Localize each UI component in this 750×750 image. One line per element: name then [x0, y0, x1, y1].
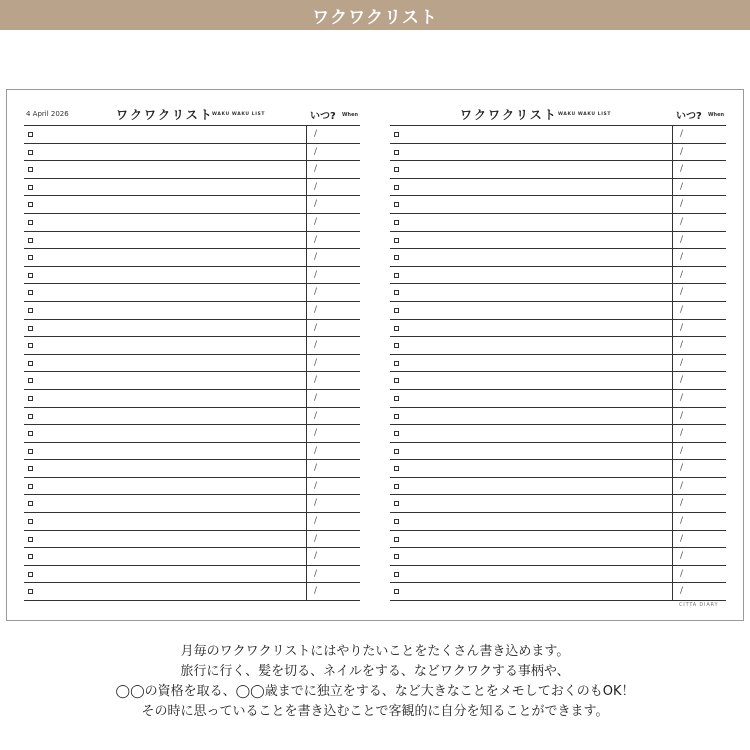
description-line: ◯◯の資格を取る、◯◯歳までに独立をする、など大きなことをメモしておくのもOK！: [115, 684, 635, 699]
description: [0, 642, 750, 722]
checkbox-icon[interactable]: [28, 361, 33, 366]
list-row: [24, 408, 360, 426]
date-slash: /: [314, 551, 318, 562]
column-divider: [306, 267, 307, 284]
column-divider: [306, 214, 307, 231]
date-slash: /: [314, 410, 318, 421]
checkbox-icon[interactable]: [28, 431, 33, 436]
column-divider: [672, 355, 673, 372]
list-row: [24, 583, 360, 601]
list-row: [390, 267, 726, 285]
date-slash: /: [680, 392, 684, 403]
description-line: 旅行に行く、髪を切る、ネイルをする、などワクワクする事柄や、: [180, 664, 570, 679]
date-slash: /: [314, 164, 318, 175]
list-subtitle: WAKU WAKU LIST: [558, 112, 611, 117]
list-row: [390, 179, 726, 197]
date-slash: /: [680, 410, 684, 421]
list-row: [390, 302, 726, 320]
column-divider: [672, 583, 673, 600]
checkbox-icon[interactable]: [28, 308, 33, 313]
checkbox-icon[interactable]: [28, 132, 33, 137]
date-slash: /: [314, 340, 318, 351]
date-slash: /: [680, 146, 684, 157]
list-row: [390, 249, 726, 267]
checkbox-icon[interactable]: [394, 519, 399, 524]
checkbox-icon[interactable]: [28, 150, 33, 155]
checkbox-icon[interactable]: [394, 414, 399, 419]
checkbox-icon[interactable]: [394, 501, 399, 506]
list-row: [390, 443, 726, 461]
list-row: [24, 531, 360, 549]
date-slash: /: [314, 586, 318, 597]
checkbox-icon[interactable]: [394, 343, 399, 348]
checkbox-icon[interactable]: [394, 238, 399, 243]
banner: [0, 0, 750, 30]
date-slash: /: [680, 234, 684, 245]
column-divider: [672, 478, 673, 495]
checkbox-icon[interactable]: [394, 326, 399, 331]
date-slash: /: [680, 252, 684, 263]
checkbox-icon[interactable]: [394, 537, 399, 542]
date-slash: /: [680, 428, 684, 439]
list-row: [24, 425, 360, 443]
checkbox-icon[interactable]: [394, 378, 399, 383]
list-row: [390, 337, 726, 355]
date-slash: /: [314, 322, 318, 333]
column-divider: [306, 443, 307, 460]
description-line: 月毎のワクワクリストにはやりたいことをたくさん書き込めます。: [180, 644, 570, 659]
date-slash: /: [314, 428, 318, 439]
list-row: [24, 513, 360, 531]
date-slash: /: [680, 304, 684, 315]
list-row: [24, 267, 360, 285]
checkbox-icon[interactable]: [394, 361, 399, 366]
checkbox-icon[interactable]: [394, 466, 399, 471]
date-slash: /: [680, 164, 684, 175]
right-list: [390, 125, 726, 601]
date-slash: /: [680, 287, 684, 298]
date-slash: /: [680, 463, 684, 474]
column-divider: [306, 284, 307, 301]
list-row: [390, 355, 726, 373]
column-divider: [306, 320, 307, 337]
list-row: [390, 214, 726, 232]
date-slash: /: [680, 516, 684, 527]
description-line: その時に思っていることを書き込むことで客観的に自分を知ることができます。: [141, 704, 609, 719]
list-row: [390, 232, 726, 250]
date-slash: /: [680, 480, 684, 491]
list-row: [24, 232, 360, 250]
list-row: [390, 144, 726, 162]
checkbox-icon[interactable]: [394, 150, 399, 155]
column-divider: [672, 179, 673, 196]
list-row: [390, 126, 726, 144]
column-divider: [306, 566, 307, 583]
column-divider: [672, 443, 673, 460]
date-slash: /: [314, 216, 318, 227]
column-divider: [672, 566, 673, 583]
banner-title: ワクワクリスト: [312, 7, 438, 28]
list-row: [24, 390, 360, 408]
list-row: [390, 531, 726, 549]
column-divider: [672, 126, 673, 143]
left-list: [24, 125, 360, 601]
checkbox-icon[interactable]: [394, 185, 399, 190]
checkbox-icon[interactable]: [28, 519, 33, 524]
list-row: [24, 302, 360, 320]
checkbox-icon[interactable]: [28, 255, 33, 260]
checkbox-icon[interactable]: [28, 273, 33, 278]
date-slash: /: [680, 357, 684, 368]
column-divider: [672, 249, 673, 266]
checkbox-icon[interactable]: [28, 554, 33, 559]
date-slash: /: [680, 551, 684, 562]
checkbox-icon[interactable]: [394, 449, 399, 454]
checkbox-icon[interactable]: [28, 202, 33, 207]
date-slash: /: [680, 269, 684, 280]
list-row: [390, 478, 726, 496]
list-row: [24, 460, 360, 478]
right-page: [390, 104, 726, 606]
column-divider: [306, 302, 307, 319]
date-slash: /: [680, 216, 684, 227]
date-slash: /: [680, 586, 684, 597]
checkbox-icon[interactable]: [28, 343, 33, 348]
page-date: 4 April 2026: [26, 110, 69, 118]
date-slash: /: [314, 498, 318, 509]
checkbox-icon[interactable]: [28, 220, 33, 225]
left-page: [24, 104, 360, 606]
date-slash: /: [680, 568, 684, 579]
checkbox-icon[interactable]: [28, 537, 33, 542]
date-slash: /: [680, 445, 684, 456]
column-divider: [306, 408, 307, 425]
column-divider: [672, 531, 673, 548]
list-row: [390, 161, 726, 179]
right-page-header: [390, 104, 726, 124]
checkbox-icon[interactable]: [28, 185, 33, 190]
column-divider: [672, 548, 673, 565]
column-divider: [306, 425, 307, 442]
column-divider: [306, 126, 307, 143]
column-divider: [672, 337, 673, 354]
date-slash: /: [314, 199, 318, 210]
column-divider: [306, 196, 307, 213]
checkbox-icon[interactable]: [28, 167, 33, 172]
list-row: [24, 566, 360, 584]
checkbox-icon[interactable]: [28, 466, 33, 471]
date-slash: /: [680, 340, 684, 351]
when-label: いつ?: [310, 111, 336, 122]
date-slash: /: [680, 533, 684, 544]
list-row: [24, 284, 360, 302]
column-divider: [672, 232, 673, 249]
checkbox-icon[interactable]: [28, 501, 33, 506]
column-divider: [306, 372, 307, 389]
column-divider: [306, 513, 307, 530]
brand-mark: CITTA DIARY: [679, 602, 719, 608]
checkbox-icon[interactable]: [28, 326, 33, 331]
date-slash: /: [314, 516, 318, 527]
column-divider: [672, 320, 673, 337]
checkbox-icon[interactable]: [28, 414, 33, 419]
column-divider: [306, 355, 307, 372]
checkbox-icon[interactable]: [394, 220, 399, 225]
column-divider: [306, 583, 307, 600]
column-divider: [306, 232, 307, 249]
date-slash: /: [680, 129, 684, 139]
date-slash: /: [314, 357, 318, 368]
list-row: [24, 320, 360, 338]
list-row: [390, 390, 726, 408]
checkbox-icon[interactable]: [394, 273, 399, 278]
checkbox-icon[interactable]: [28, 572, 33, 577]
column-divider: [672, 390, 673, 407]
date-slash: /: [314, 392, 318, 403]
list-row: [24, 548, 360, 566]
date-slash: /: [314, 181, 318, 192]
date-slash: /: [314, 234, 318, 245]
checkbox-icon[interactable]: [28, 589, 33, 594]
checkbox-icon[interactable]: [394, 396, 399, 401]
list-row: [390, 566, 726, 584]
column-divider: [672, 302, 673, 319]
column-divider: [306, 161, 307, 178]
checkbox-icon[interactable]: [394, 290, 399, 295]
column-divider: [306, 478, 307, 495]
date-slash: /: [314, 304, 318, 315]
list-row: [390, 372, 726, 390]
list-subtitle: WAKU WAKU LIST: [212, 112, 265, 117]
column-divider: [672, 372, 673, 389]
when-label-en: When: [708, 112, 725, 118]
date-slash: /: [314, 568, 318, 579]
checkbox-icon[interactable]: [28, 396, 33, 401]
list-row: [390, 548, 726, 566]
left-page-header: [24, 104, 360, 124]
column-divider: [306, 531, 307, 548]
when-label: いつ?: [676, 111, 702, 122]
column-divider: [672, 513, 673, 530]
date-slash: /: [314, 269, 318, 280]
checkbox-icon[interactable]: [394, 255, 399, 260]
column-divider: [672, 196, 673, 213]
column-divider: [306, 548, 307, 565]
column-divider: [306, 144, 307, 161]
checkbox-icon[interactable]: [394, 132, 399, 137]
list-title: ワクワクリスト: [460, 108, 558, 122]
checkbox-icon[interactable]: [28, 378, 33, 383]
list-row: [24, 249, 360, 267]
column-divider: [306, 179, 307, 196]
date-slash: /: [680, 322, 684, 333]
date-slash: /: [680, 199, 684, 210]
list-row: [390, 583, 726, 601]
list-row: [390, 320, 726, 338]
list-row: [390, 513, 726, 531]
column-divider: [672, 144, 673, 161]
list-row: [390, 408, 726, 426]
column-divider: [672, 267, 673, 284]
list-row: [390, 284, 726, 302]
when-label-en: When: [342, 112, 359, 118]
column-divider: [672, 214, 673, 231]
date-slash: /: [314, 480, 318, 491]
list-row: [390, 425, 726, 443]
column-divider: [672, 460, 673, 477]
checkbox-icon[interactable]: [394, 589, 399, 594]
diary-spread: [6, 89, 744, 621]
date-slash: /: [314, 287, 318, 298]
date-slash: /: [680, 181, 684, 192]
checkbox-icon[interactable]: [394, 202, 399, 207]
list-row: [24, 126, 360, 144]
list-row: [24, 495, 360, 513]
date-slash: /: [314, 129, 318, 139]
checkbox-icon[interactable]: [28, 449, 33, 454]
list-row: [24, 214, 360, 232]
column-divider: [306, 460, 307, 477]
column-divider: [672, 408, 673, 425]
checkbox-icon[interactable]: [394, 431, 399, 436]
list-row: [390, 495, 726, 513]
list-row: [24, 196, 360, 214]
date-slash: /: [680, 498, 684, 509]
list-row: [24, 372, 360, 390]
list-row: [390, 196, 726, 214]
checkbox-icon[interactable]: [394, 484, 399, 489]
date-slash: /: [680, 375, 684, 386]
column-divider: [672, 161, 673, 178]
date-slash: /: [314, 445, 318, 456]
checkbox-icon[interactable]: [394, 554, 399, 559]
checkbox-icon[interactable]: [28, 238, 33, 243]
date-slash: /: [314, 533, 318, 544]
date-slash: /: [314, 146, 318, 157]
list-row: [24, 337, 360, 355]
list-row: [24, 144, 360, 162]
column-divider: [672, 284, 673, 301]
list-row: [24, 179, 360, 197]
checkbox-icon[interactable]: [28, 290, 33, 295]
list-row: [390, 460, 726, 478]
list-row: [24, 161, 360, 179]
checkbox-icon[interactable]: [394, 572, 399, 577]
column-divider: [672, 495, 673, 512]
list-row: [24, 443, 360, 461]
date-slash: /: [314, 375, 318, 386]
checkbox-icon[interactable]: [394, 167, 399, 172]
list-title: ワクワクリスト: [116, 108, 214, 122]
column-divider: [672, 425, 673, 442]
column-divider: [306, 337, 307, 354]
date-slash: /: [314, 252, 318, 263]
list-row: [24, 478, 360, 496]
checkbox-icon[interactable]: [28, 484, 33, 489]
column-divider: [306, 495, 307, 512]
column-divider: [306, 249, 307, 266]
checkbox-icon[interactable]: [394, 308, 399, 313]
date-slash: /: [314, 463, 318, 474]
list-row: [24, 355, 360, 373]
column-divider: [306, 390, 307, 407]
